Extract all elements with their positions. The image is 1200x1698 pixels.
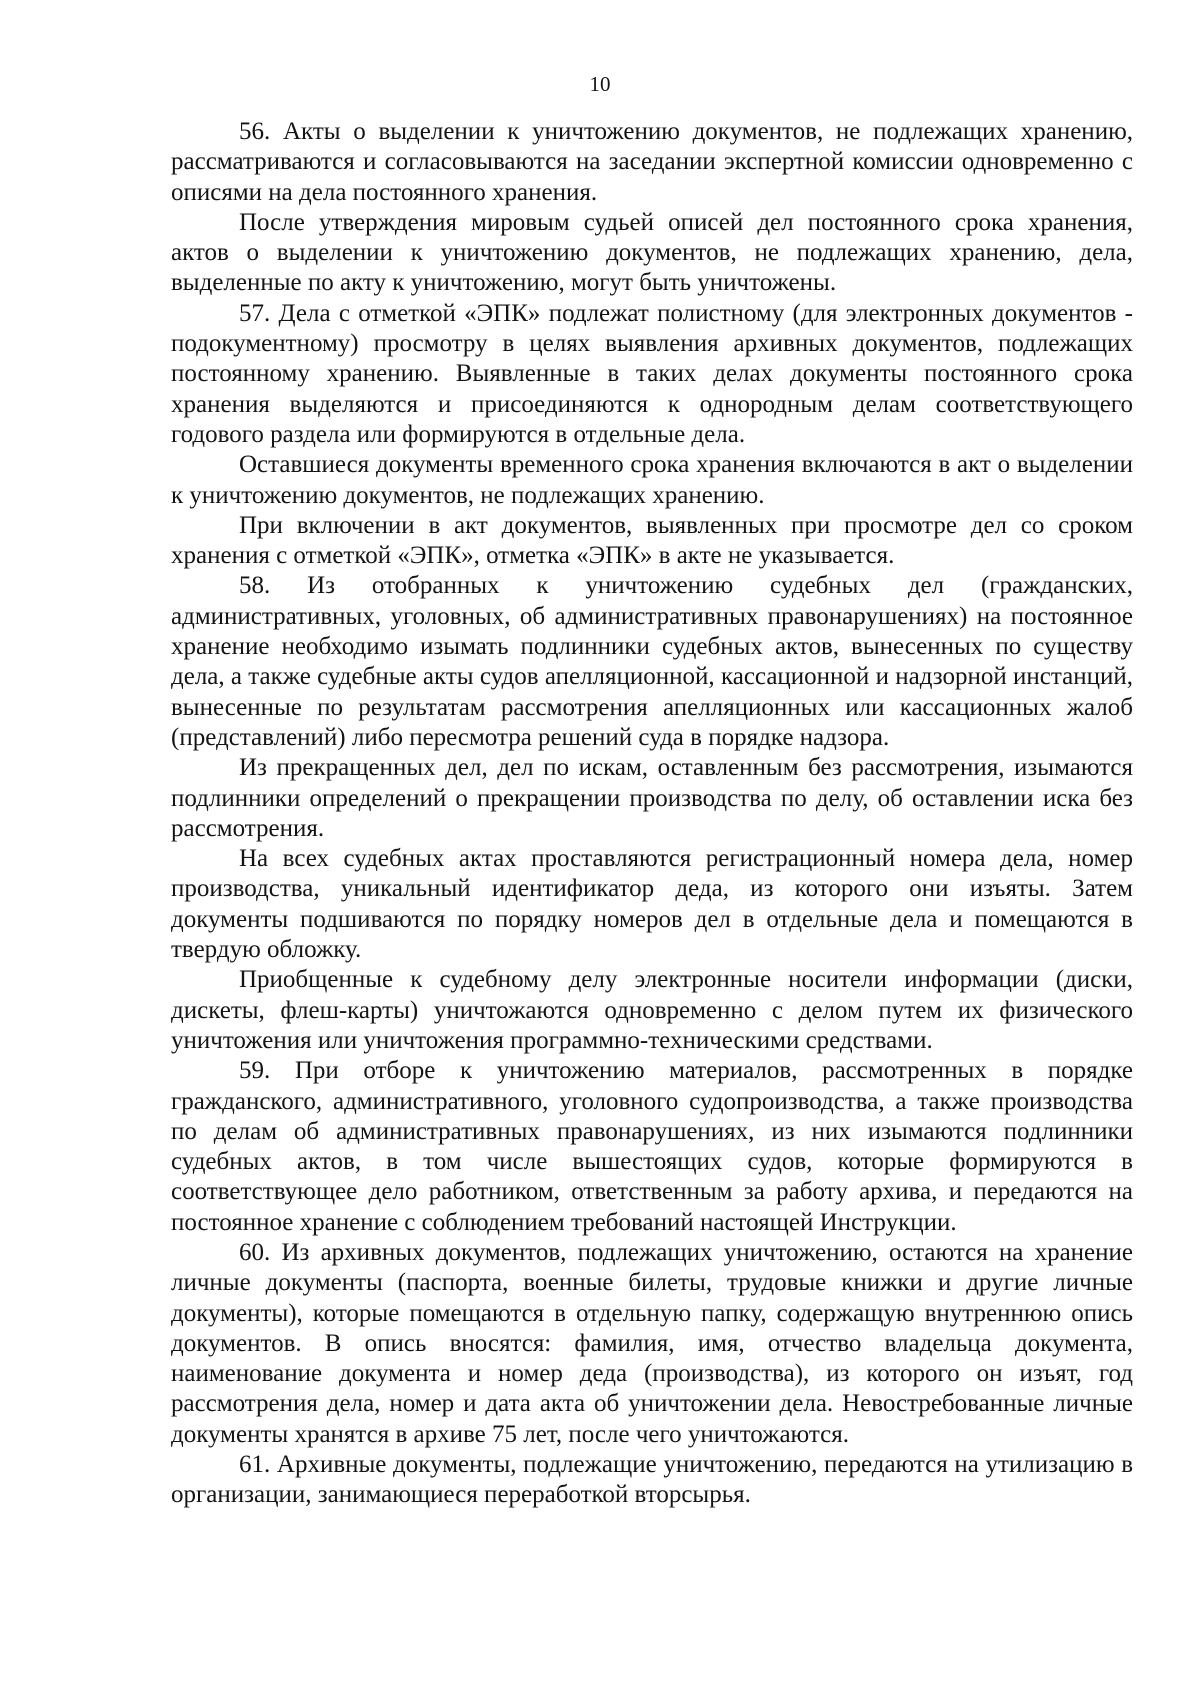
paragraph-58: 58. Из отобранных к уничтожению судебных дел (гражданских, административных, уголовных, об административных правонарушениях) на постоянное хранение необходимо изымать подлинники судебных актов, вынесенных по существу дела, а также судебные акты судов апелляционной, кассационной и надзорной инстанций, вынесенные по результатам рассмотрения апелляционных или кассационных жалоб (представлений) либо пересмотра решений суда в порядке надзора.: [171, 572, 1133, 751]
paragraph-remaining-documents: Оставшиеся документы временного срока хранения включаются в акт о выделении к уничтожению документов, не подлежащих хранению.: [171, 451, 1133, 509]
page-number: 10: [589, 72, 611, 96]
paragraph-epk-mark: При включении в акт документов, выявленных при просмотре дел со сроком хранения с отметкой «ЭПК», отметка «ЭПК» в акте не указывается.: [171, 511, 1133, 570]
document-body: [171, 117, 1133, 1511]
paragraph-electronic-media: Приобщенные к судебному делу электронные носители информации (диски, дискеты, флеш-карты) уничтожаются одновременно с делом путем их физического уничтожения или уничтожения программно-техническими средствами.: [171, 966, 1133, 1054]
paragraph-terminated-cases: Из прекращенных дел, дел по искам, оставленным без рассмотрения, изымаются подлинники определений о прекращении производства по делу, об оставлении иска без рассмотрения.: [171, 754, 1133, 842]
paragraph-registration-numbers: На всех судебных актах проставляются регистрационный номера дела, номер производства, уникальный идентификатор деда, из которого они изъяты. Затем документы подшиваются по порядку номеров дел в отдельные дела и помещаются в твердую обложку.: [171, 845, 1133, 964]
paragraph-60: 60. Из архивных документов, подлежащих уничтожению, остаются на хранение личные документы (паспорта, военные билеты, трудовые книжки и другие личные документы), которые помещаются в отдельную папку, содержащую внутреннюю опись документов. В опись вносятся: фамилия, имя, отчество владельца документа, наименование документа и номер деда (производства), из которого он изъят, год рассмотрения дела, номер и дата акта об уничтожении дела. Невостребованные личные документы хранятся в архиве 75 лет, после чего уничтожаются.: [171, 1238, 1133, 1448]
paragraph-59: 59. При отборе к уничтожению материалов, рассмотренных в порядке гражданского, административного, уголовного судопроизводства, а также производства по делам об административных правонарушениях, из них изымаются подлинники судебных актов, в том числе вышестоящих судов, которые формируются в соответствующее дело работником, ответственным за работу архива, и передаются на постоянное хранение с соблюдением требований настоящей Инструкции.: [171, 1057, 1133, 1236]
paragraph-57: 57. Дела с отметкой «ЭПК» подлежат полистному (для электронных документов - подокументному) просмотру в целях выявления архивных документов, подлежащих постоянному хранению. Выявленные в таких делах документы постоянного срока хранения выделяются и присоединяются к однородным делам соответствующего годового раздела или формируются в отдельные дела.: [171, 299, 1133, 448]
paragraph-56: 56. Акты о выделении к уничтожению документов, не подлежащих хранению, рассматриваются и согласовываются на заседании экспертной комиссии одновременно с описями на дела постоянного хранения.: [171, 118, 1133, 206]
paragraph-61: 61. Архивные документы, подлежащие уничтожению, передаются на утилизацию в организации, занимающиеся переработкой вторсырья.: [171, 1451, 1133, 1509]
paragraph-after-approval: После утверждения мировым судьей описей дел постоянного срока хранения, актов о выделении к уничтожению документов, не подлежащих хранению, дела, выделенные по акту к уничтожению, могут быть уничтожены.: [171, 208, 1133, 297]
